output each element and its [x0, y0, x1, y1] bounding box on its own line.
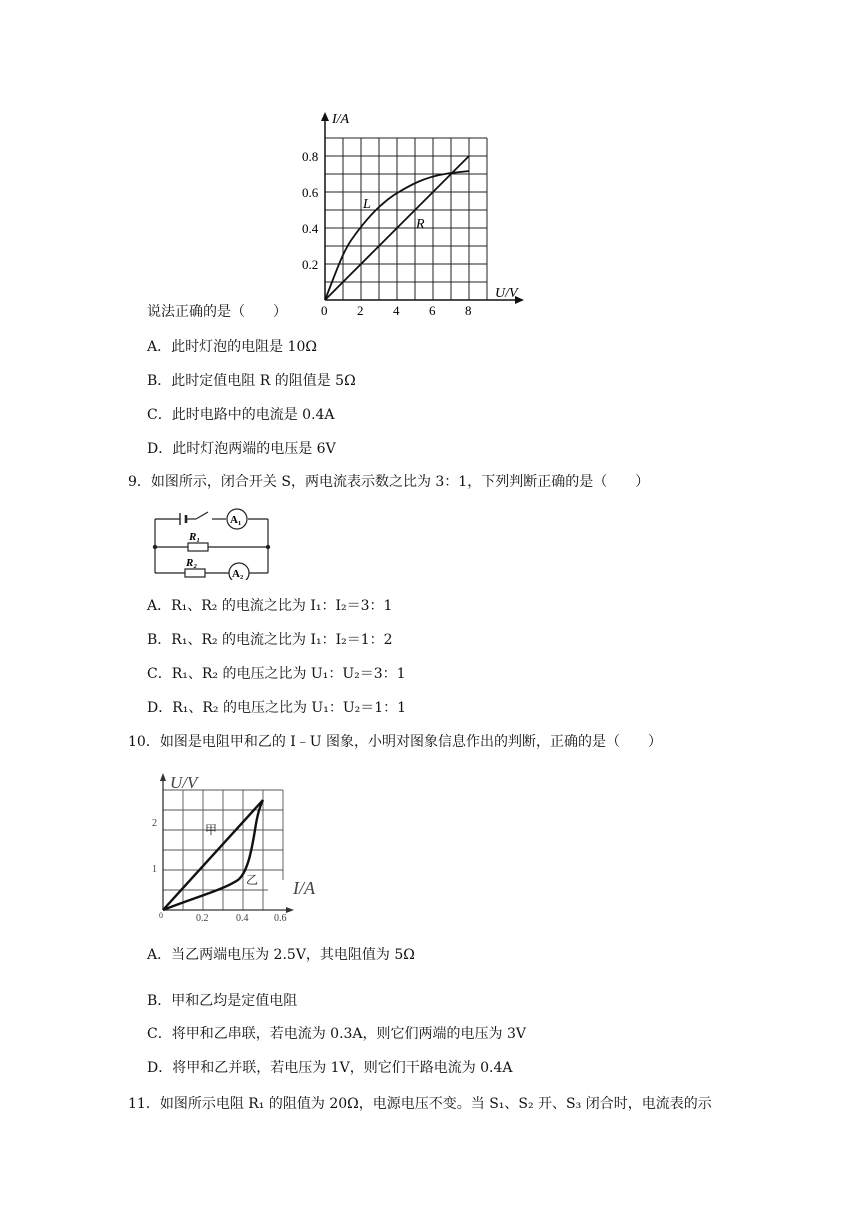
graph1-y-tick: 0.6: [302, 185, 319, 200]
ammeter-a2-label: A₂: [232, 568, 244, 580]
graph2-y-tick: 1: [152, 864, 157, 875]
graph2-x-axis-label: I/A: [293, 878, 315, 898]
graph1-y-tick: 0.8: [302, 149, 319, 164]
resistor-r2-label: R₂: [186, 557, 198, 569]
yi-label: 乙: [246, 873, 259, 887]
graph1-x-tick: 2: [357, 303, 364, 318]
resistor-r1-label: R₁: [189, 531, 201, 543]
graph2-x-tick: 0.2: [196, 913, 209, 924]
graph2-origin: 0: [159, 911, 163, 920]
q9-circuit-diagram: [150, 505, 275, 580]
q8-option-b: B．此时定值电阻 R 的阻值是 5Ω: [147, 373, 356, 389]
graph2-x-arrow: [286, 907, 294, 913]
q9-option-d: D．R₁、R₂ 的电压之比为 U₁：U₂＝1：1: [147, 700, 407, 716]
graph1-x-tick: 0: [321, 303, 328, 318]
q11-stem: 11．如图所示电阻 R₁ 的阻值为 20Ω，电源电压不变。当 S₁、S₂ 开、S₃ 闭合时，电流表的示: [128, 1096, 712, 1112]
graph1-y-axis-label: I/A: [332, 112, 350, 127]
graph1-x-tick: 6: [429, 303, 436, 318]
graph2-grid: [163, 790, 283, 910]
iu-graph-L-R: [290, 105, 540, 320]
q10-option-d: D．将甲和乙并联，若电压为 1V，则它们干路电流为 0.4A: [147, 1060, 513, 1076]
q10-stem: 10．如图是电阻甲和乙的 I﹣U 图象，小明对图象信息作出的判断，正确的是（ ）: [128, 734, 663, 750]
q9-option-a: A．R₁、R₂ 的电流之比为 I₁：I₂＝3：1: [147, 598, 393, 614]
jia-label: 甲: [205, 823, 218, 837]
q8-stem-tail: 说法正确的是（ ）: [147, 304, 287, 320]
graph1-x-axis-label: U/V: [495, 286, 518, 301]
graph1-y-tick: 0.4: [302, 221, 319, 236]
curve-L-label: L: [363, 197, 371, 212]
graph2-y-arrow: [160, 773, 166, 781]
graph1-y-tick: 0.2: [302, 257, 319, 272]
q9-option-c: C．R₁、R₂ 的电压之比为 U₁：U₂＝3：1: [147, 666, 406, 682]
q10-option-a: A．当乙两端电压为 2.5V，其电阻值为 5Ω: [147, 947, 415, 963]
line-jia: [163, 800, 263, 910]
graph1-y-arrow: [321, 112, 329, 121]
ammeter-a1-label: A₁: [230, 514, 242, 526]
graph2-y-tick: 2: [152, 818, 157, 829]
q10-option-c: C．将甲和乙串联，若电流为 0.3A，则它们两端的电压为 3V: [147, 1026, 527, 1042]
q8-option-c: C．此时电路中的电流是 0.4A: [147, 407, 335, 423]
q8-option-a: A．此时灯泡的电阻是 10Ω: [147, 339, 317, 355]
graph2-y-axis-label: U/V: [170, 773, 198, 792]
q10-iu-graph: [148, 768, 333, 930]
graph2-x-tick: 0.6: [274, 913, 287, 924]
line-R-label: R: [416, 217, 425, 232]
graph1-x-tick: 4: [393, 303, 400, 318]
q8-option-d: D．此时灯泡两端的电压是 6V: [147, 441, 336, 457]
q10-option-b: B．甲和乙均是定值电阻: [147, 993, 298, 1009]
q9-stem: 9．如图所示，闭合开关 S，两电流表示数之比为 3：1，下列判断正确的是（ ）: [128, 474, 650, 490]
q9-option-b: B．R₁、R₂ 的电流之比为 I₁：I₂＝1：2: [147, 632, 393, 648]
graph1-x-tick: 8: [465, 303, 472, 318]
graph2-x-tick: 0.4: [236, 913, 249, 924]
